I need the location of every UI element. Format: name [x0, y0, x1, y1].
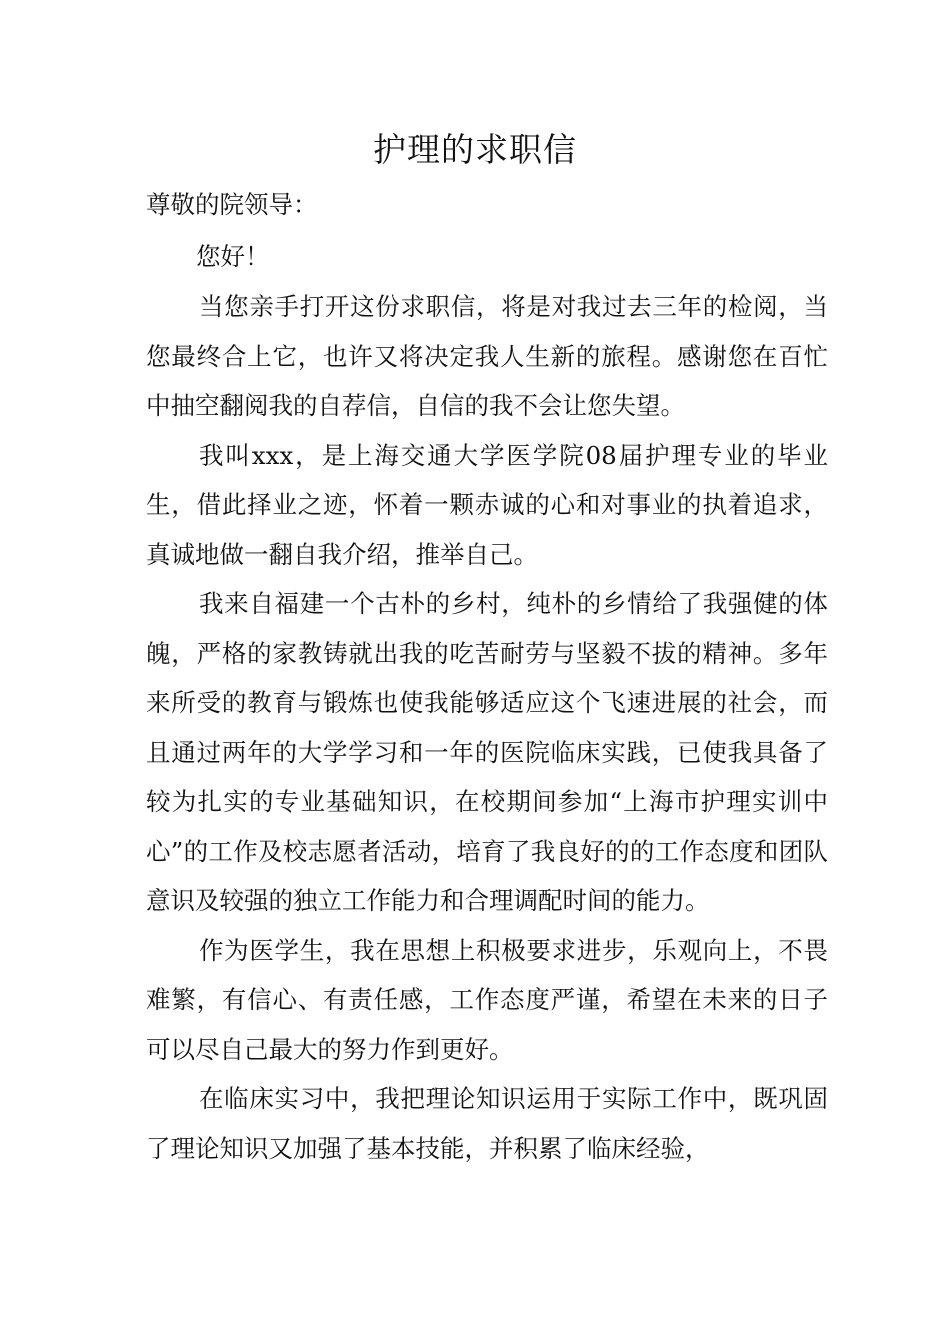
- paragraph: 我叫xxx，是上海交通大学医学院08届护理专业的毕业生，借此择业之迹，怀着一颗赤诚的心和对事业的执着追求，真诚地做一翻自我介绍，推举自己。: [146, 440, 828, 569]
- paragraph: 作为医学生，我在思想上积极要求进步，乐观向上，不畏难繁，有信心、有责任感，工作态度严谨，希望在未来的日子可以尽自己最大的努力作到更好。: [146, 935, 828, 1064]
- letter-body: [146, 180, 828, 1173]
- document-title: 护理的求职信: [373, 130, 577, 169]
- paragraph: 当您亲手打开这份求职信，将是对我过去三年的检阅，当您最终合上它，也许又将决定我人生新的旅程。感谢您在百忙中抽空翻阅我的自荐信，自信的我不会让您失望。: [146, 292, 828, 420]
- paragraph: 在临床实习中，我把理论知识运用于实际工作中，既巩固了理论知识又加强了基本技能，并积累了临床经验，: [146, 1084, 828, 1163]
- greeting: 您好！: [196, 241, 270, 271]
- paragraph: 我来自福建一个古朴的乡村，纯朴的乡情给了我强健的体魄，严格的家教铸就出我的吃苦耐劳与坚毅不拔的精神。多年来所受的教育与锻炼也使我能够适应这个飞速进展的社会，而且通过两年的大学学习和一年的医院临床实践，已使我具备了较为扎实的专业基础知识，在校期间参加“上海市护理实训中心”的工作及校志愿者活动，培育了我良好的的工作态度和团队意识及较强的独立工作能力和合理调配时间的能力。: [146, 589, 828, 915]
- salutation: 尊敬的院领导：: [146, 190, 318, 219]
